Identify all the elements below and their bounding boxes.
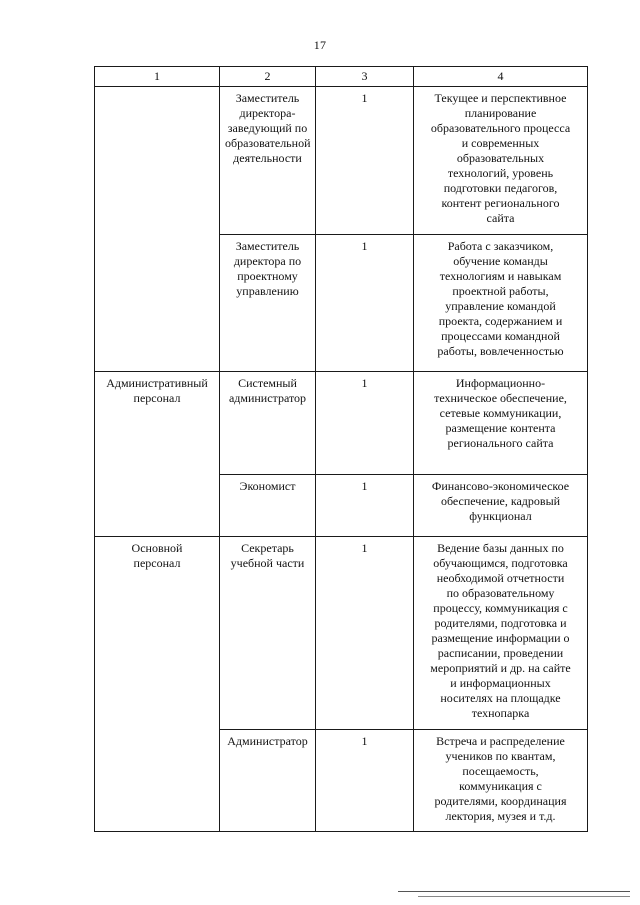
count-cell: 1 bbox=[316, 87, 414, 235]
count-cell: 1 bbox=[316, 730, 414, 832]
duties-cell: Текущее и перспективное планирование образовательного процесса и современных образовательных технологий, уровень подготовки педагогов, контент регионального сайта bbox=[414, 87, 588, 235]
duties-cell: Встреча и распределение учеников по квантам, посещаемость, коммуникация с родителями, координация лектория, музея и т.д. bbox=[414, 730, 588, 832]
count-cell: 1 bbox=[316, 372, 414, 475]
count-cell: 1 bbox=[316, 235, 414, 372]
position-cell: Системный администратор bbox=[220, 372, 316, 475]
table-row bbox=[95, 87, 588, 235]
column-header-1: 1 bbox=[95, 67, 220, 87]
column-header-2: 2 bbox=[220, 67, 316, 87]
page-number: 17 bbox=[313, 38, 327, 52]
column-header-3: 3 bbox=[316, 67, 414, 87]
column-header-4: 4 bbox=[414, 67, 588, 87]
category-cell: Административный персонал bbox=[95, 372, 220, 537]
footer-rule bbox=[398, 891, 630, 892]
position-cell: Экономист bbox=[220, 475, 316, 537]
duties-cell: Ведение базы данных по обучающимся, подготовка необходимой отчетности по образовательному процессу, коммуникация с родителями, подготовка и размещение информации о расписании, проведении мероприятий и др. на сайте и информационных носителях на площадке технопарка bbox=[414, 537, 588, 730]
duties-cell: Финансово-экономическое обеспечение, кадровый функционал bbox=[414, 475, 588, 537]
duties-cell: Информационно- техническое обеспечение, сетевые коммуникации, размещение контента регионального сайта bbox=[414, 372, 588, 475]
table-row bbox=[95, 537, 588, 730]
table-row bbox=[95, 372, 588, 475]
duties-cell: Работа с заказчиком, обучение команды технологиям и навыкам проектной работы, управление командой проекта, содержанием и процессами командной работы, вовлеченностью bbox=[414, 235, 588, 372]
footer-rule bbox=[418, 896, 630, 897]
count-cell: 1 bbox=[316, 475, 414, 537]
count-cell: 1 bbox=[316, 537, 414, 730]
position-cell: Секретарь учебной части bbox=[220, 537, 316, 730]
category-cell bbox=[95, 87, 220, 372]
table-header-row bbox=[95, 67, 588, 87]
staff-table bbox=[94, 66, 588, 832]
position-cell: Заместитель директора- заведующий по образовательной деятельности bbox=[220, 87, 316, 235]
category-cell: Основной персонал bbox=[95, 537, 220, 832]
position-cell: Администратор bbox=[220, 730, 316, 832]
position-cell: Заместитель директора по проектному управлению bbox=[220, 235, 316, 372]
